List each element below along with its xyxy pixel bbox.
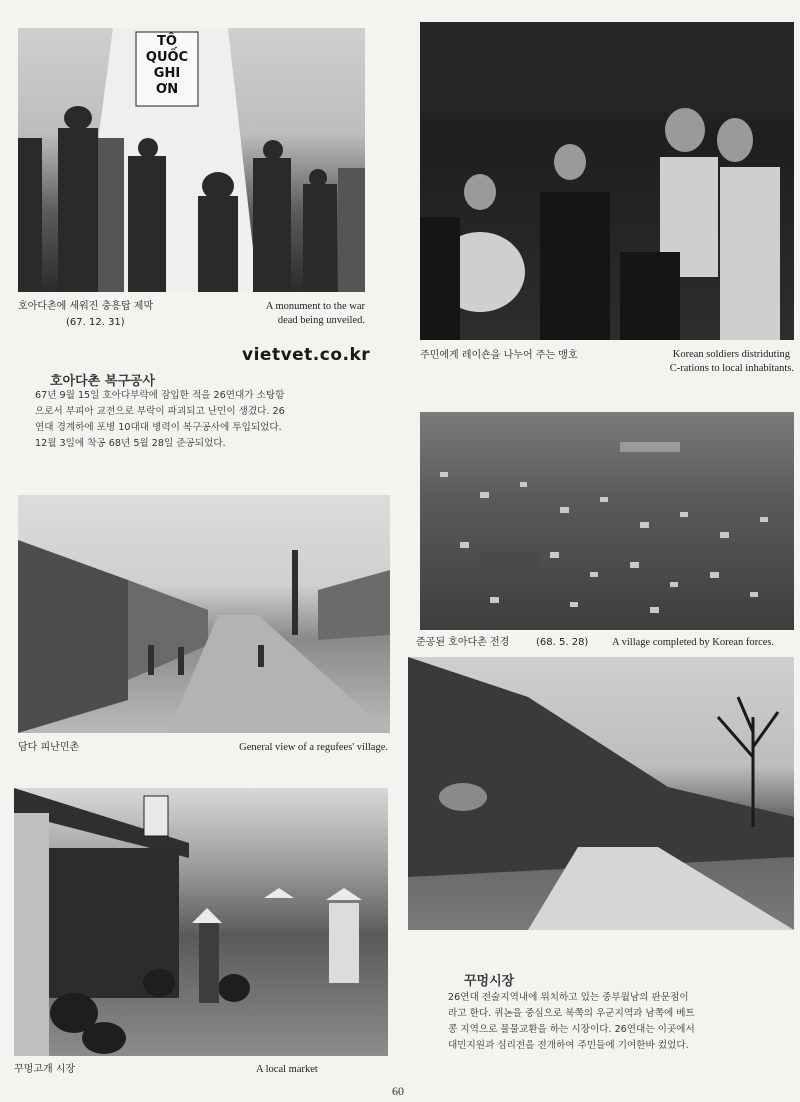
paragraph-line: 으로서 부피아 교전으로 부락이 파괴되고 난민이 생겼다. 26 (35, 406, 285, 417)
sign-line: ƠN (155, 82, 179, 97)
monument-caption-en-1: A monument to the war (265, 301, 365, 312)
paragraph-line: 라고 한다. 퀴논을 중심으로 북쪽의 우군지역과 남쪽에 베트 (448, 1008, 695, 1019)
market-photo (14, 788, 388, 1056)
sign-line: GHI (153, 66, 181, 81)
paragraph-line: 12월 3일에 착공 68년 5월 28일 준공되었다. (35, 438, 226, 449)
watermark-site: vietvet.co.kr (242, 345, 371, 365)
market-paragraph (448, 990, 695, 1054)
restoration-paragraph (35, 388, 285, 452)
restoration-title: 호아다촌 복구공사 (50, 374, 155, 389)
sign-line: QUỐC (145, 50, 189, 65)
road-photo (408, 657, 794, 930)
paragraph-line: 67년 9월 15일 호아다부락에 잠입한 적을 26연대가 소탕함 (35, 390, 285, 401)
paragraph-line: 26연대 전술지역내에 위치하고 있는 중부월남의 판문점이 (448, 992, 689, 1003)
monument-sign (140, 34, 194, 98)
market-caption-en: A local market (256, 1064, 318, 1075)
monument-caption-ko: 호아다촌에 세워진 충흥탑 제막 (18, 301, 154, 312)
sign-line: TÔ (157, 34, 177, 49)
village-caption-date: (68. 5. 28) (536, 637, 589, 648)
market-caption-ko: 꾸멍고개 시장 (14, 1064, 76, 1075)
paragraph-line: 대민지원과 심리전을 전개하여 주민들에 기여한바 컸었다. (448, 1040, 689, 1051)
rations-photo (420, 22, 794, 340)
paragraph-line: 연대 경계하에 포병 10대대 병력이 복구공사에 투입되었다. (35, 422, 282, 433)
village-aerial-photo (420, 412, 794, 630)
monument-caption-en-2: dead being unveiled. (277, 315, 365, 326)
market-title: 꾸멍시장 (464, 974, 515, 989)
paragraph-line: 콩 지역으로 물물교환을 하는 시장이다. 26연대는 이곳에서 (448, 1024, 695, 1035)
refugee-village-photo (18, 495, 390, 733)
monument-photo (18, 28, 365, 292)
village-caption-ko: 준공된 호아다촌 전경 (416, 637, 510, 648)
village-caption-en: A village completed by Korean forces. (612, 637, 775, 648)
monument-caption-date: (67. 12. 31) (66, 317, 125, 328)
page-number: 60 (392, 1084, 404, 1098)
rations-caption-en-1: Korean soldiers distriduting (672, 349, 790, 360)
refugee-caption-en: General view of a regufees' village. (239, 742, 388, 753)
rations-caption-ko: 주민에게 레이숀을 나누어 주는 맹호 (420, 350, 578, 361)
refugee-caption-ko: 담다 피난민촌 (18, 742, 80, 753)
rations-caption-en-2: C-rations to local inhabitants. (669, 363, 794, 374)
